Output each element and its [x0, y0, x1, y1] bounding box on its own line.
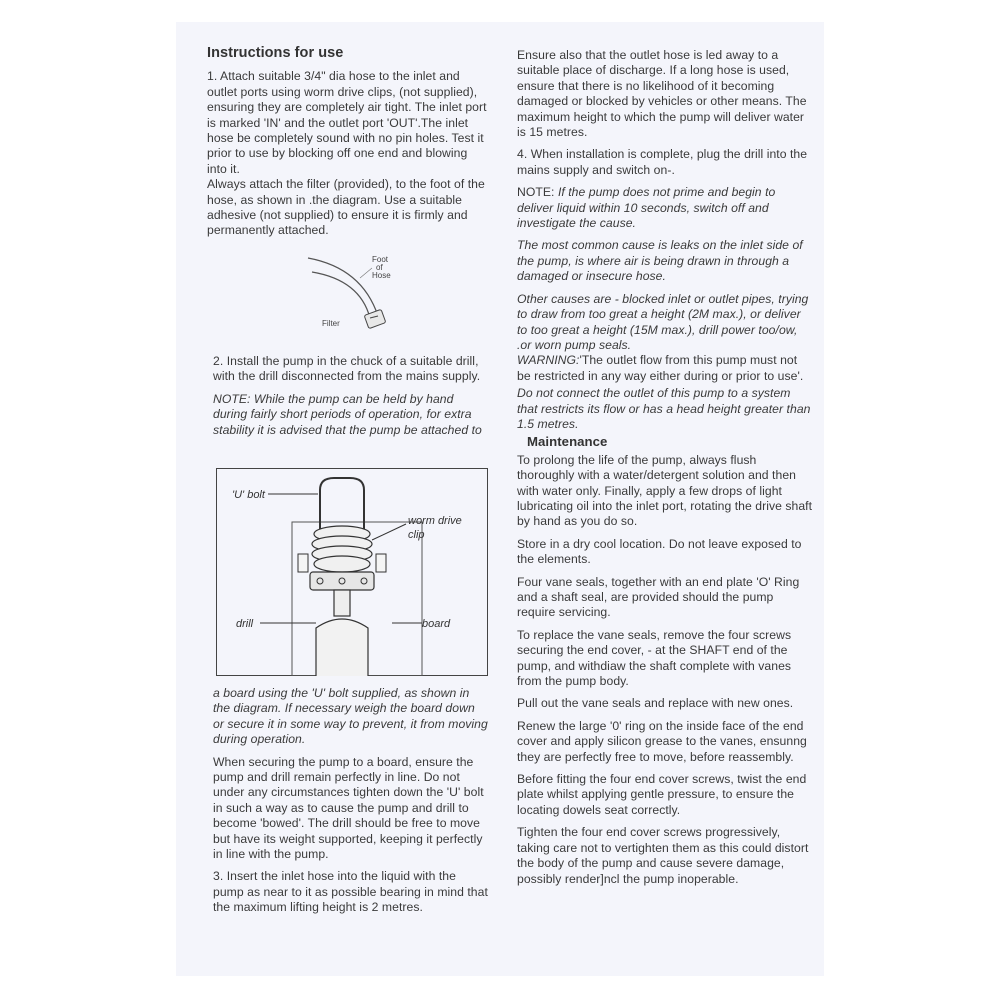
hose-filter-diagram	[300, 246, 410, 336]
step-2-text: 2. Install the pump in the chuck of a suitable drill, with the drill disconnected from the mains supply.	[213, 354, 481, 384]
tighten-text: Tighten the four end cover screws progressively, taking care not to vertighten them as this could distort the body of the pump and cause severe damage, possibly render]ncl the pump inoperable.	[517, 825, 809, 886]
fig1-hose-label: Hose	[372, 271, 391, 280]
step-2-note: NOTE: While the pump can be held by hand during fairly short periods of operation, for extra stability it is advised that the pump be attached to	[213, 391, 482, 437]
replace-text: To replace the vane seals, remove the four screws securing the end cover, - at the SHAFT end of the pump, and withdiaw the shaft complete with vanes from the pump body.	[517, 627, 792, 689]
prime-note	[517, 185, 813, 231]
before-fitting-text: Before fitting the four end cover screws, twist the end plate whilst applying gentle pressure, to ensure the locating dowels seat correctly.	[517, 772, 807, 817]
step-1-filter-text: Always attach the filter (provided), to the foot of the hose, as shown in .the diagram. Use a suitable adhesive (not supplied) to ensure it is firmly and permanently attached.	[207, 177, 485, 238]
right-column	[517, 48, 813, 894]
outlet-hose-text: Ensure also that the outlet hose is led away to a suitable place of discharge. If a long hose is used, ensure that there is no likelihood of it becoming damaged or blocked by vehicles or other means. The maximum height to which the pump will deliver water is 15 metres.	[517, 48, 807, 140]
note-label: NOTE:	[517, 185, 558, 200]
fig2-clip-label: clip	[408, 529, 425, 541]
step-1-text: 1. Attach suitable 3/4" dia hose to the inlet and outlet ports using worm drive clips, (not supplied), ensuring they are completely air tight. The inlet port is marked 'IN' and the outlet port 'OUT'.The inlet hose be completely sound with no pin holes. Test it prior to use by blocking off one end and blowing into it.	[207, 69, 487, 176]
common-cause-text: The most common cause is leaks on the inlet side of the pump, is where air is being drawn in through a damaged or insecure hose.	[517, 238, 803, 284]
other-causes-warning	[517, 292, 813, 384]
pull-out-text: Pull out the vane seals and replace with new ones.	[517, 696, 794, 711]
do-not-connect-text: Do not connect the outlet of this pump to a system that restricts its flow or has a head height greater than 1.5 metres.	[517, 386, 811, 431]
maintenance-heading: Maintenance	[527, 434, 608, 450]
step-4-text: 4. When installation is complete, plug the drill into the mains supply and switch on-.	[517, 147, 808, 177]
left-column-bottom	[213, 686, 489, 923]
note-text: If the pump does not prime and begin to deliver liquid within 10 seconds, switch off and investigate the cause.	[517, 185, 776, 231]
fig1-of-label: of	[376, 263, 383, 272]
vane-seals-text: Four vane seals, together with an end plate 'O' Ring and a shaft seal, are provided should the pump require servicing.	[517, 574, 800, 620]
fig2-drill-label: drill	[236, 618, 254, 630]
fig2-u-bolt-label: 'U' bolt	[232, 489, 265, 501]
left-column	[207, 46, 489, 246]
prolong-text: To prolong the life of the pump, always flush thoroughly with a water/detergent solution and then with water only. Finally, apply a few drops of light lubricating oil into the inlet port, rotating the drive shaft by hand as you do so.	[517, 452, 813, 529]
fig2-worm-drive-label: worm drive	[408, 515, 462, 527]
left-column-mid	[213, 354, 489, 445]
mounting-note: a board using the 'U' bolt supplied, as shown in the diagram. If necessary weigh the board down or secure it in some way to prevent, it from moving during operation.	[213, 686, 488, 747]
page-title: Instructions for use	[207, 45, 344, 61]
securing-text: When securing the pump to a board, ensure the pump and drill remain perfectly in line. Do not under any circumstances tighten down the 'U' bolt in such a way as to cause the pump and drill to become 'bowed'. The drill should be free to move but have its weight supported, keeping it perfectly in line with the pump.	[213, 754, 484, 862]
renew-text: Renew the large '0' ring on the inside face of the end cover and apply silicon grease to the vanes, ensunng they are perfectly free to move, before reassembly.	[517, 718, 807, 764]
step-3-text: 3. Insert the inlet hose into the liquid with the pump as near to it as possible bearing in mind that the maximum lifting height is 2 metres.	[213, 869, 488, 915]
warning-label: WARNING:	[517, 353, 580, 368]
pump-mounting-diagram	[216, 468, 488, 676]
warning-text: 'The outlet flow from this pump must not be restricted in any way either during or prior to use'.	[517, 353, 804, 383]
store-text: Store in a dry cool location. Do not leave exposed to the elements.	[517, 536, 802, 567]
other-causes-text: Other causes are - blocked inlet or outlet pipes, trying to draw from too great a height (2M max.), or deliver to too great a height (15M max.), drill power too/ow, .or worn pump seals.	[517, 291, 809, 352]
fig2-board-label: board	[422, 618, 451, 630]
fig1-filter-label: Filter	[322, 319, 340, 328]
fig1-foot-label: Foot	[372, 255, 389, 264]
